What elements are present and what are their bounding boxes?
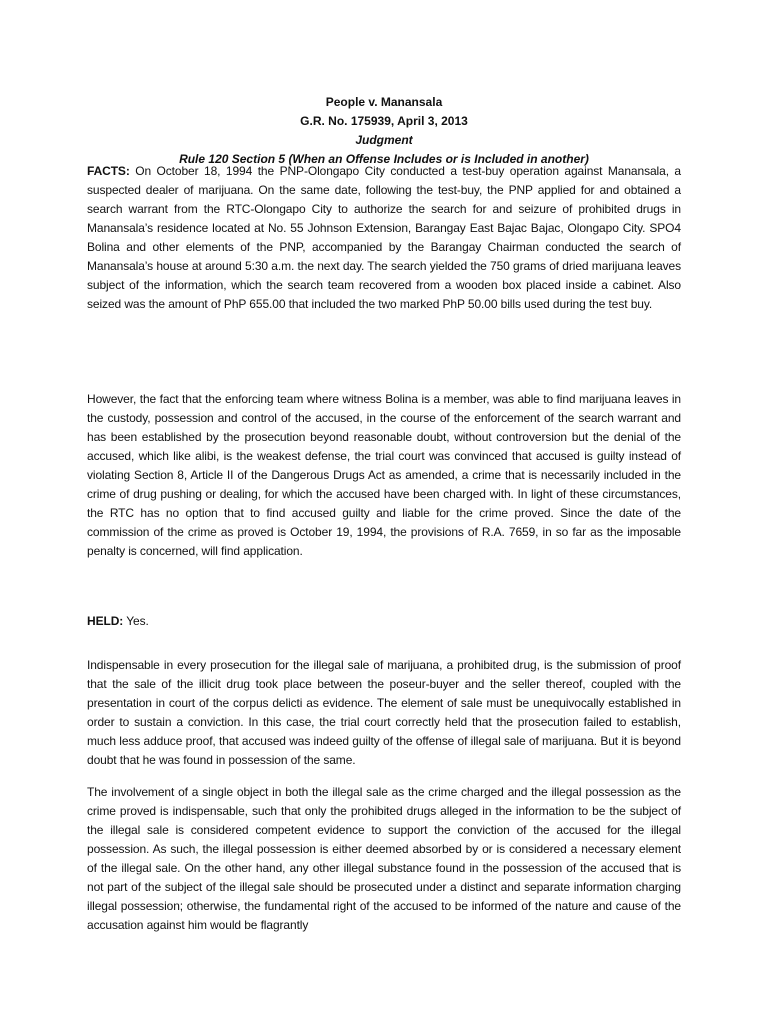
document-type: Judgment (355, 133, 413, 147)
document-page (87, 0, 681, 1024)
held-text: Yes. (126, 614, 149, 628)
rule-reference: Rule 120 Section 5 (When an Offense Includes or is Included in another) (179, 152, 589, 166)
held-label: HELD: (87, 614, 124, 628)
facts-label: FACTS: (87, 164, 130, 178)
case-header (87, 93, 681, 169)
facts-text: On October 18, 1994 the PNP-Olongapo City conducted a test-buy operation against Manansala, a suspected dealer of marijuana. On the same date, following the test-buy, the PNP applied for and obtained a search warrant from the RTC-Olongapo City to authorize the search for and seizure of prohibited drugs in Manansala’s residence located at No. 55 Johnson Extension, Barangay East Bajac Bajac, Olongapo City. SPO4 Bolina and other elements of the PNP, accompanied by the Barangay Chairman conducted the search of Manansala’s house at around 5:30 a.m. the next day. The search yielded the 750 grams of dried marijuana leaves subject of the information, which the search team recovered from a wooden box placed inside a cabinet. Also seized was the amount of PhP 655.00 that included the two marked PhP 50.00 bills used during the test buy. (87, 164, 682, 311)
indispensable-paragraph: Indispensable in every prosecution for the illegal sale of marijuana, a prohibited drug, is the submission of proof that the sale of the illicit drug took place between the poseur-buyer and the seller thereof, coupled with the presentation in court of the corpus delicti as evidence. The element of sale must be unequivocally established in order to sustain a conviction. In this case, the trial court correctly held that the prosecution failed to establish, much less adduce proof, that accused was indeed guilty of the offense of illegal sale of marijuana. But it is beyond doubt that he was found in possession of the same. (87, 658, 681, 767)
facts-paragraph (87, 162, 681, 314)
held-paragraph (87, 612, 681, 631)
case-title: People v. Manansala (325, 95, 443, 109)
involvement-paragraph: The involvement of a single object in both the illegal sale as the crime charged and the illegal possession as the crime proved is indispensable, such that only the prohibited drugs alleged in the information to be the subject of the illegal sale is considered competent evidence to support the conviction of the accused for the illegal possession. As such, the illegal possession is either deemed absorbed by or is considered a necessary element of the illegal sale. On the other hand, any other illegal substance found in the possession of the accused that is not part of the subject of the illegal sale should be prosecuted under a distinct and separate information charging illegal possession; otherwise, the fundamental right of the accused to be informed of the nature and cause of the accusation against him would be flagrantly (87, 785, 681, 932)
case-number: G.R. No. 175939, April 3, 2013 (300, 114, 468, 128)
however-paragraph: However, the fact that the enforcing team where witness Bolina is a member, was able to find marijuana leaves in the custody, possession and control of the accused, in the course of the enforcement of the search warrant and has been established by the prosecution beyond reasonable doubt, without controversion but the denial of the accused, which like alibi, is the weakest defense, the trial court was convinced that accused is guilty instead of violating Section 8, Article II of the Dangerous Drugs Act as amended, a crime that is necessarily included in the crime of drug pushing or dealing, for which the accused have been charged with. In light of these circumstances, the RTC has no option that to find accused guilty and liable for the crime proved. Since the date of the commission of the crime as proved is October 19, 1994, the provisions of R.A. 7659, in so far as the imposable penalty is concerned, will find application. (87, 392, 681, 558)
